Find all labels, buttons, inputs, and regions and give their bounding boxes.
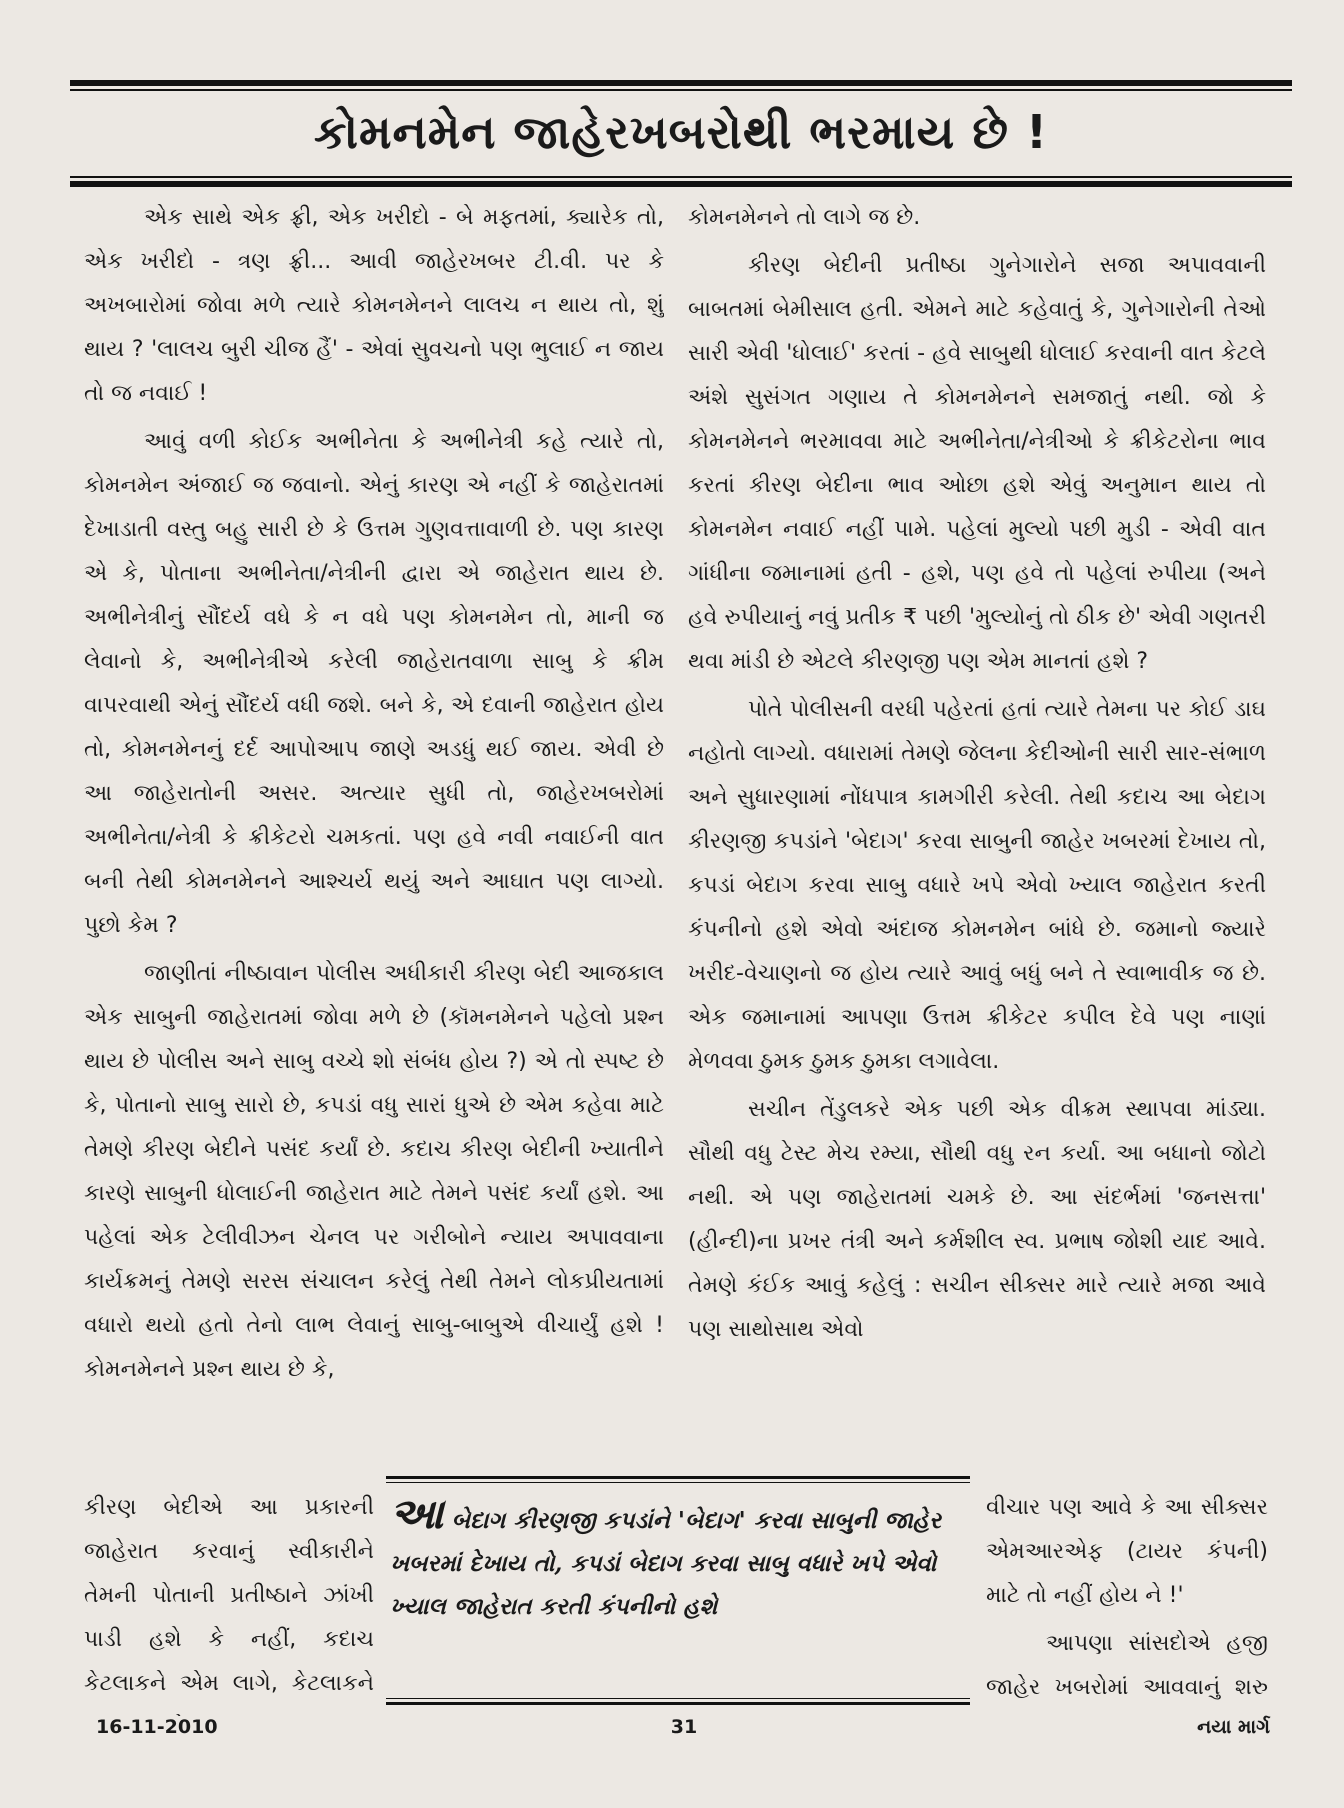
right-bottom-text [986,1486,1268,1716]
footer-publication: નયા માર્ગ [1197,1716,1270,1738]
paragraph: આવું વળી કોઈક અભીનેતા કે અભીનેત્રી કહે ત્યારે તો, કોમનમેન અંજાઈ જ જવાનો. એનું કારણ એ નહીં કે જાહેરાતમાં દેખાડાતી વસ્તુ બહુ સારી છે કે ઉત્તમ ગુણવત્તાવાળી છે. પણ કારણ એ કે, પોતાના અભીનેતા/નેત્રીની દ્વારા એ જાહેરાત થાય છે. અભીનેત્રીનું સૌંદર્ય વધે કે ન વધે પણ કોમનમેન તો, માની જ લેવાનો કે, અભીનેત્રીએ કરેલી જાહેરાતવાળા સાબુ કે ક્રીમ વાપરવાથી એનું સૌંદર્ય વધી જશે. બને કે, એ દવાની જાહેરાત હોય તો, કોમનમેનનું દર્દ આપોઆપ જાણે અડધું થઈ જાય. એવી છે આ જાહેરાતોની અસર. અત્યાર સુધી તો, જાહેરખબરોમાં અભીનેતા/નેત્રી કે ક્રીકેટરો ચમકતાં. પણ હવે નવી નવાઈની વાત બની તેથી કોમનમેનને આશ્ચર્ય થયું અને આઘાત પણ લાગ્યો. પુછો કેમ ? [84,429,664,938]
pull-quote [390,1492,970,1664]
headline-rule-thick [70,181,1292,187]
paragraph: આપણા સાંસદોએ હજી જાહેર ખબરોમાં આવવાનું શરુ [986,1631,1268,1700]
paragraph: કીરણ બેદીની પ્રતીષ્ઠા ગુનેગારોને સજા અપાવવાની બાબતમાં બેમીસાલ હતી. એમને માટે કહેવાતું કે, ગુનેગારોની તેઓ સારી એવી 'ધોલાઈ' કરતાં - હવે સાબુથી ધોલાઈ કરવાની વાત કેટલે અંશે સુસંગત ગણાય તે કોમનમેનને સમજાતું નથી. જો કે કોમનમેનને ભરમાવવા માટે અભીનેતા/નેત્રીઓ કે ક્રીકેટરોના ભાવ કરતાં કીરણ બેદીના ભાવ ઓછા હશે એવું અનુમાન થાય તો કોમનમેન નવાઈ નહીં પામે. પહેલાં મુલ્યો પછી મુડી - એવી વાત ગાંધીના જમાનામાં હતી - હશે, પણ હવે તો પહેલાં રુપીયા (અને હવે રુપીયાનું નવું પ્રતીક ₹ પછી 'મુલ્યોનું તો ઠીક છે' એવી ગણતરી થવા માંડી છે એટલે કીરણજી પણ એમ માનતાં હશે ? [688,253,1266,674]
paragraph: પોતે પોલીસની વરધી પહેરતાં હતાં ત્યારે તેમના પર કોઈ ડાઘ નહોતો લાગ્યો. વધારામાં તેમણે જેલના કેદીઓની સારી સાર-સંભાળ અને સુધારણામાં નોંધપાત્ર કામગીરી કરેલી. તેથી કદાચ આ બેદાગ કીરણજી કપડાંને 'બેદાગ' કરવા સાબુની જાહેર ખબરમાં દેખાય તો, કપડાં બેદાગ કરવા સાબુ વધારે ખપે એવો ખ્યાલ જાહેરાત કરતી કંપનીનો હશે એવો અંદાજ કોમનમેન બાંધે છે. જમાનો જ્યારે ખરીદ-વેચાણનો જ હોય ત્યારે આવું બધું બને તે સ્વાભાવીક જ છે. એક જમાનામાં આપણા ઉત્તમ ક્રીકેટર કપીલ દેવે પણ નાણાં મેળવવા ઠુમક ઠુમક ઠુમકા લગાવેલા. [688,697,1266,1074]
top-rule-thin [70,89,1292,91]
paragraph: જાણીતાં નીષ્ઠાવાન પોલીસ અધીકારી કીરણ બેદી આજકાલ એક સાબુની જાહેરાતમાં જોવા મળે છે (કૉમનમેનને પહેલો પ્રશ્ન થાય છે પોલીસ અને સાબુ વચ્ચે શો સંબંધ હોય ?) એ તો સ્પષ્ટ છે કે, પોતાનો સાબુ સારો છે, કપડાં વધુ સારાં ધુએ છે એમ કહેવા માટે તેમણે કીરણ બેદીને પસંદ કર્યાં છે. કદાચ કીરણ બેદીની ખ્યાતીને કારણે સાબુની ધોલાઈની જાહેરાત માટે તેમને પસંદ કર્યાં હશે. આ પહેલાં એક ટેલીવીઝન ચેનલ પર ગરીબોને ન્યાય અપાવવાના કાર્યક્રમનું તેમણે સરસ સંચાલન કરેલું તેથી તેમને લોકપ્રીયતામાં વધારો થયો હતો તેનો લાભ લેવાનું સાબુ-બાબુએ વીચાર્યું હશે ! કોમનમેનને પ્રશ્ન થાય છે કે, [84,961,664,1382]
pull-quote-lead: આ [390,1492,444,1538]
footer-date: 16-11-2010 [96,1716,218,1738]
left-column [84,196,664,1472]
right-column [688,196,1266,1472]
paragraph: કોમનમેનને તો લાગે જ છે. [688,205,921,230]
pullquote-bottom-rule-thin [386,1698,970,1699]
pullquote-top-rule [386,1476,970,1479]
left-bottom-text [84,1486,374,1716]
pullquote-bottom-rule [386,1702,970,1705]
headline: કોમનમેન જાહેરખબરોથી ભરમાય છે ! [314,105,1048,159]
footer-page-number: 31 [670,1716,698,1738]
headline-rule-thin [70,176,1292,178]
pull-quote-text: બેદાગ કીરણજી કપડાંને 'બેદાગ' કરવા સાબુની જાહેર ખબરમાં દેખાય તો, કપડાં બેદાગ કરવા સાબુ વધારે ખપે એવો ખ્યાલ જાહેરાત કરતી કંપનીનો હશે [390,1507,941,1620]
paragraph: એક સાથે એક ફ્રી, એક ખરીદો - બે મફતમાં, ક્યારેક તો, એક ખરીદો - ત્રણ ફ્રી... આવી જાહેરખબર ટી.વી. પર કે અખબારોમાં જોવા મળે ત્યારે કોમનમેનને લાલચ ન થાય તો, શું થાય ? 'લાલચ બુરી ચીજ હૈં' - એવાં સુવચનો પણ ભુલાઈ ન જાય તો જ નવાઈ ! [84,205,664,406]
pullquote-top-rule-thin [386,1482,970,1483]
paragraph: સચીન તેંડુલકરે એક પછી એક વીક્રમ સ્થાપવા માંડ્યા. સૌથી વધુ ટેસ્ટ મેચ રમ્યા, સૌથી વધુ રન કર્યા. આ બધાનો જોટો નથી. એ પણ જાહેરાતમાં ચમકે છે. આ સંદર્ભમાં 'જનસત્તા' (હીન્દી)ના પ્રખર તંત્રી અને કર્મશીલ સ્વ. પ્રભાષ જોશી યાદ આવે. તેમણે કંઈક આવું કહેલું : સચીન સીક્સર મારે ત્યારે મજા આવે પણ સાથોસાથ એવો [688,1097,1266,1342]
paragraph: વીચાર પણ આવે કે આ સીક્સર એમઆરએફ (ટાયર કંપની) માટે તો નહીં હોય ને !' [986,1495,1268,1608]
top-rule-thick [70,80,1292,86]
paragraph: કીરણ બેદીએ આ પ્રકારની જાહેરાત કરવાનું સ્વીકારીને તેમની પોતાની પ્રતીષ્ઠાને ઝાંખી પાડી હશે કે નહીં, કદાચ કેટલાકને એમ લાગે, કેટલાકને [84,1495,374,1696]
